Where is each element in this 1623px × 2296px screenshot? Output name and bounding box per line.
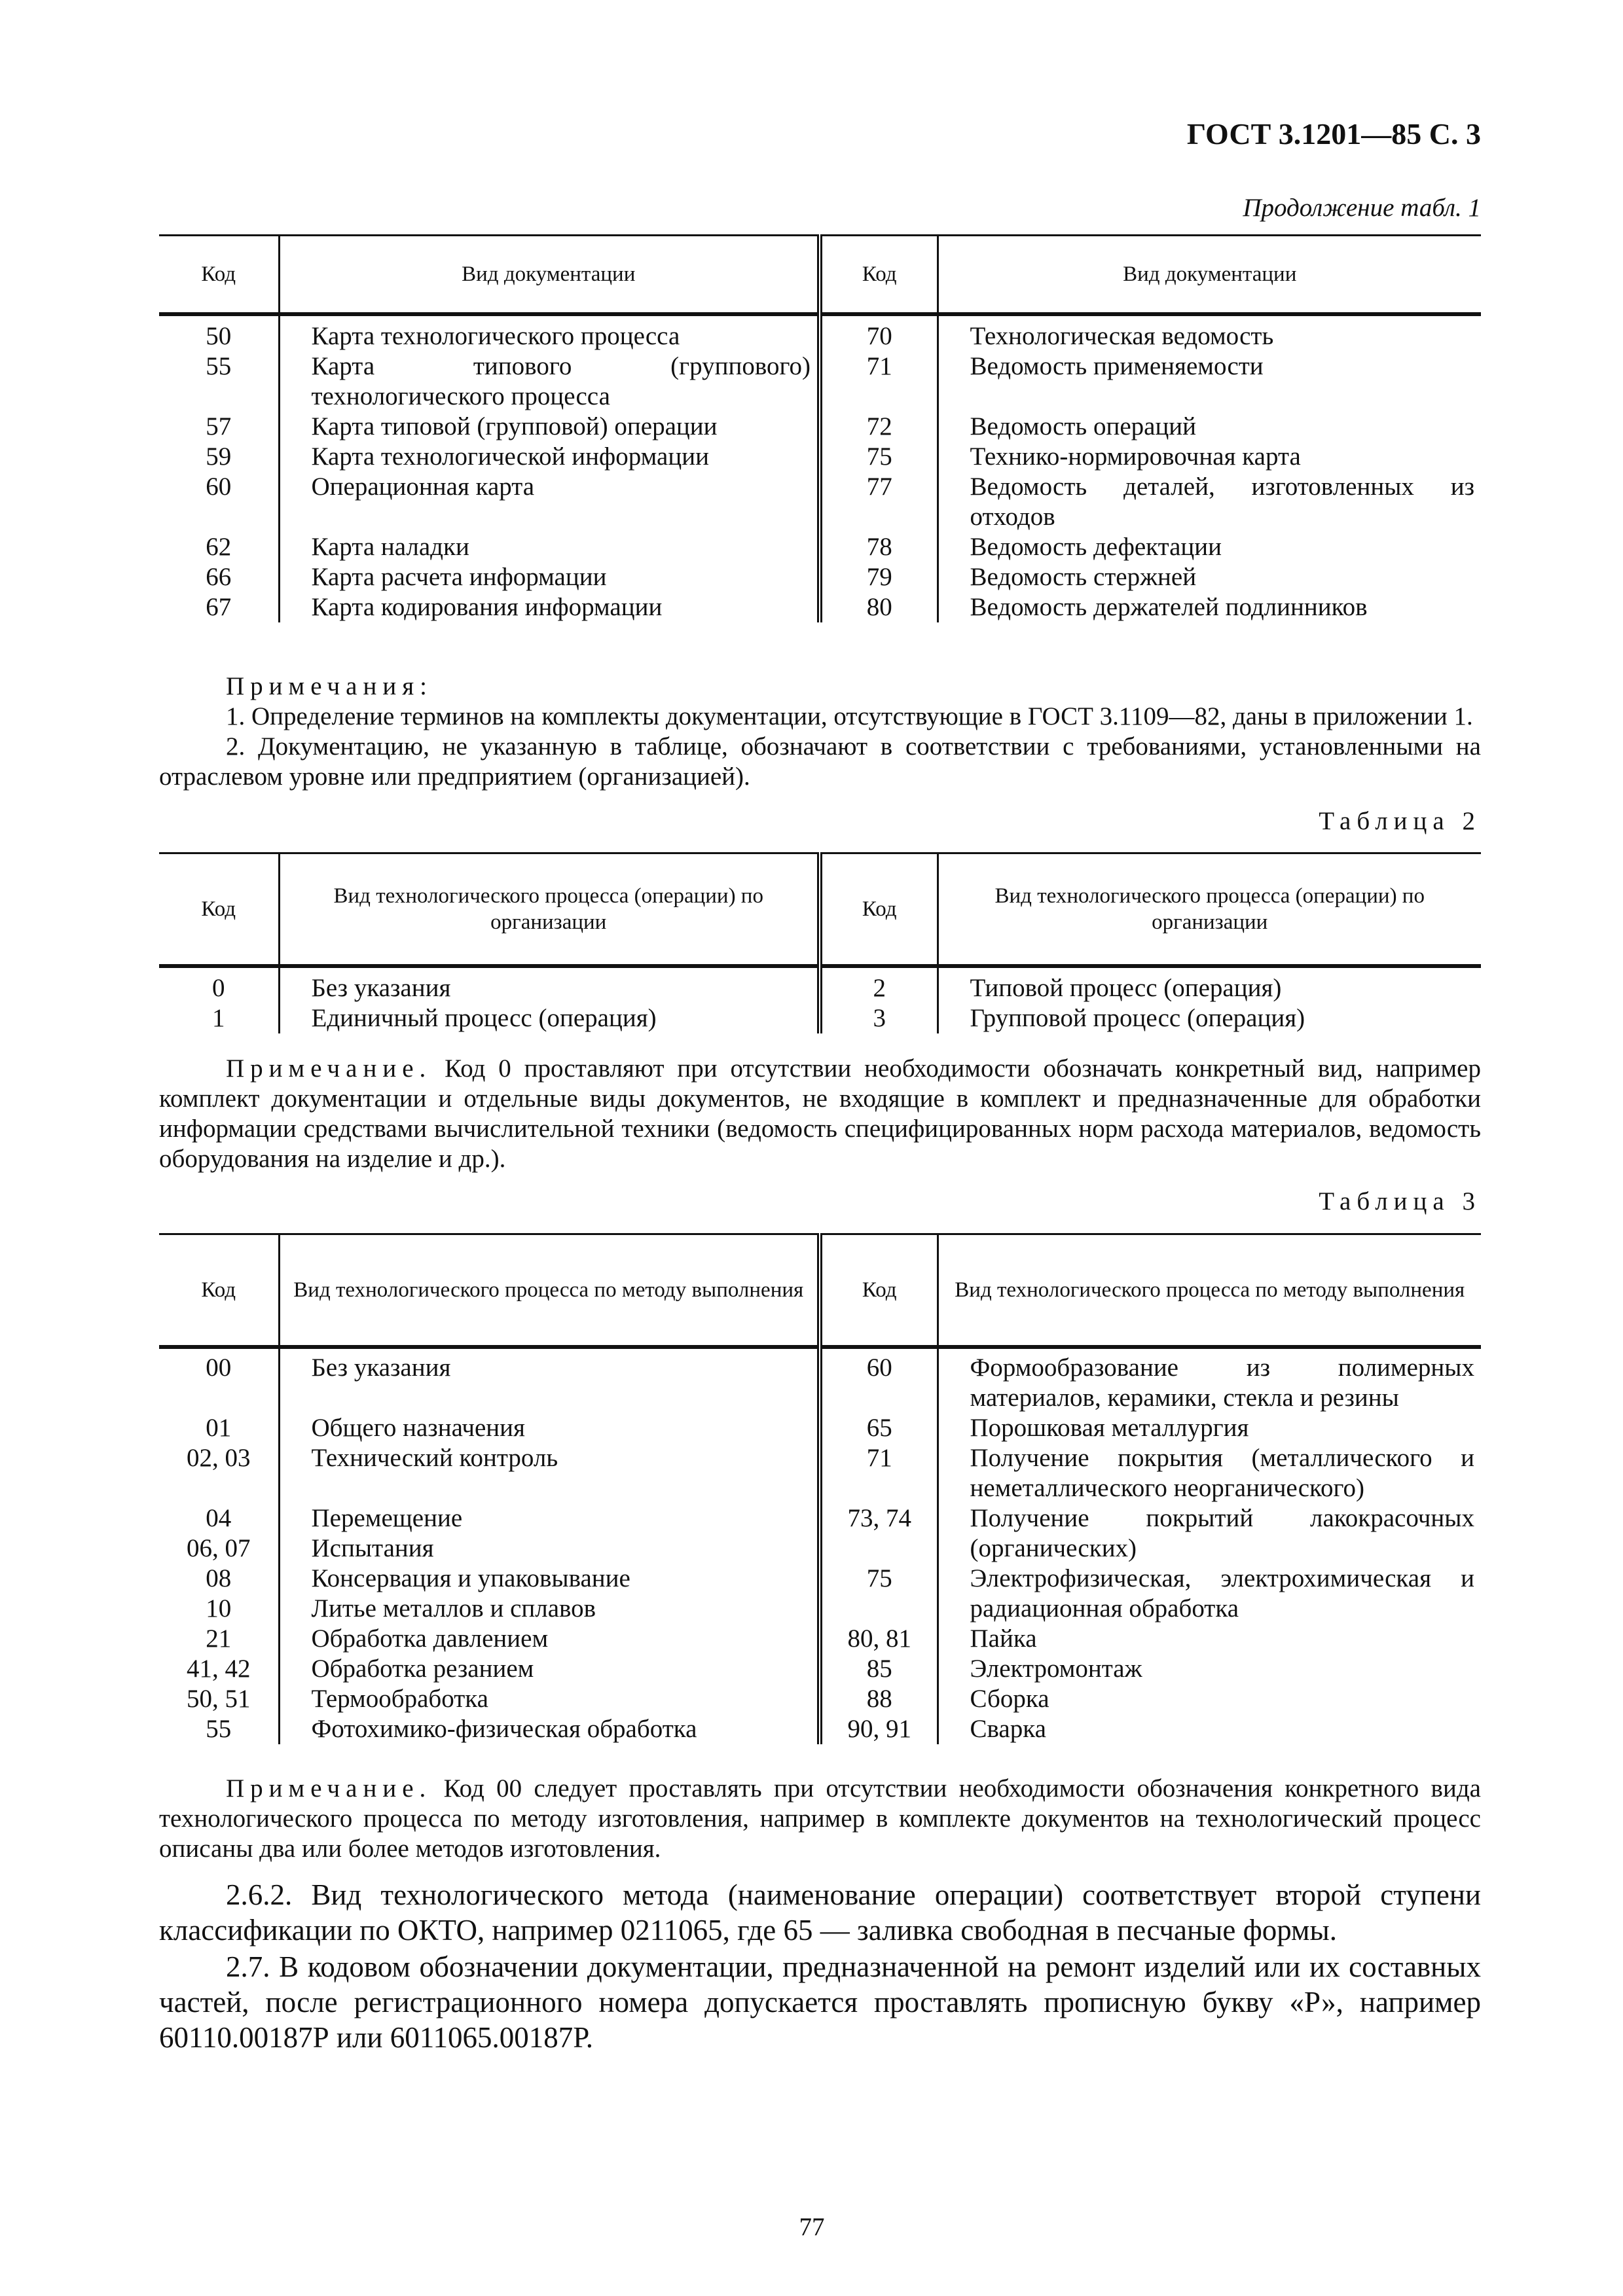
kind-cell: Карта типового (группового) технологического процесса [279, 351, 820, 412]
kind-cell: Технологическая ведомость [938, 314, 1481, 351]
kind-cell: Типовой процесс (операция) [938, 966, 1481, 1003]
code-cell: 01 [206, 1414, 232, 1442]
kind-cell: Общего назначения [279, 1413, 820, 1443]
kind-cell: Технико-нормировочная карта [938, 442, 1481, 472]
code-cell: 80 [820, 592, 938, 622]
kind-cell: Термообработка [279, 1684, 820, 1714]
code-cell: 72 [820, 412, 938, 442]
kind-cell: Формообразование из полимерных материалов, керамики, стекла и резины [938, 1347, 1481, 1413]
table-row [159, 1624, 1481, 1654]
kind-cell: Обработка резанием [279, 1654, 820, 1684]
code-cell: 85 [820, 1654, 938, 1684]
code-cell: 06, 07 [187, 1534, 251, 1562]
code-cell: 2 [820, 966, 938, 1003]
table-row [159, 532, 1481, 562]
code-cell: 0 [212, 974, 225, 1002]
paragraph-2-6-2: 2.6.2. Вид технологического метода (наименование операции) соответствует второй ступени классификации по ОКТО, например 0211065, где 65 — заливка свободная в песчаные формы. [159, 1878, 1481, 1946]
table-row [159, 1714, 1481, 1744]
code-cell: 66 [206, 563, 232, 591]
column-header-kind: Вид технологического процесса (операции) по организации [938, 853, 1481, 967]
table-3-caption: Таблица 3 [1319, 1187, 1481, 1215]
table-row [159, 1413, 1481, 1443]
column-header-kind: Вид документации [938, 236, 1481, 315]
kind-cell: Ведомость стержней [938, 562, 1481, 592]
table-header-row [159, 853, 1481, 967]
kind-cell: Ведомость дефектации [938, 532, 1481, 562]
table-row [159, 1564, 1481, 1594]
code-cell: 55 [206, 352, 232, 380]
code-cell: 10 [206, 1594, 232, 1623]
notes-label: Примечания: [226, 672, 433, 700]
code-cell: 78 [820, 532, 938, 562]
code-cell: 65 [820, 1413, 938, 1443]
table-1 [159, 234, 1481, 622]
table-row [159, 314, 1481, 351]
code-cell: 60 [820, 1347, 938, 1413]
code-cell: 73, 74 [820, 1503, 938, 1564]
table-row [159, 1503, 1481, 1534]
code-cell: 71 [820, 1443, 938, 1503]
code-cell: 88 [820, 1684, 938, 1714]
kind-cell: Порошковая металлургия [938, 1413, 1481, 1443]
kind-cell: Литье металлов и сплавов [279, 1594, 820, 1624]
table-row [159, 1443, 1481, 1503]
table-2 [159, 852, 1481, 1033]
kind-cell: Электрофизическая, электрохимическая и радиационная обработка [938, 1564, 1481, 1624]
code-cell: 70 [820, 314, 938, 351]
kind-cell: Групповой процесс (операция) [938, 1003, 1481, 1033]
kind-cell: Получение покрытия (металлического и неметаллического неорганического) [938, 1443, 1481, 1503]
column-header-code: Код [159, 1234, 279, 1348]
note-item: 2. Документацию, не указанную в таблице, обозначают в соответствии с требованиями, установленными на отраслевом уровне или предприятием (организацией). [159, 732, 1481, 791]
table-row [159, 351, 1481, 412]
column-header-code: Код [820, 236, 938, 315]
code-cell: 00 [206, 1354, 232, 1382]
table-3-note [159, 1774, 1481, 1864]
code-cell: 21 [206, 1624, 232, 1653]
kind-cell: Карта расчета информации [279, 562, 820, 592]
kind-cell: Операционная карта [279, 472, 820, 532]
code-cell: 08 [206, 1564, 232, 1592]
code-cell: 60 [206, 473, 232, 501]
code-cell: 55 [206, 1715, 232, 1743]
note-text: Код 00 следует проставлять при отсутствии необходимости обозначения конкретного вида технологического процесса по методу изготовления, например в комплекте документов на технологический процесс описаны два или более методов изготовления. [159, 1774, 1481, 1863]
table-row [159, 1654, 1481, 1684]
table-row [159, 1684, 1481, 1714]
kind-cell: Ведомость применяемости [938, 351, 1481, 412]
code-cell: 59 [206, 442, 232, 471]
code-cell: 3 [820, 1003, 938, 1033]
table-2-caption: Таблица 2 [1319, 807, 1481, 835]
note-label: Примечание. [226, 1054, 432, 1083]
table-3 [159, 1233, 1481, 1744]
table-header-row [159, 1234, 1481, 1348]
code-cell: 1 [212, 1004, 225, 1032]
kind-cell: Электромонтаж [938, 1654, 1481, 1684]
kind-cell: Сварка [938, 1714, 1481, 1744]
kind-cell: Фотохимико-физическая обработка [279, 1714, 820, 1744]
kind-cell: Карта наладки [279, 532, 820, 562]
table-row [159, 592, 1481, 622]
code-cell: 75 [820, 442, 938, 472]
note-item: 1. Определение терминов на комплекты документации, отсутствующие в ГОСТ 3.1109—82, даны в приложении 1. [226, 702, 1473, 730]
table-row [159, 1347, 1481, 1413]
table-continuation-caption: Продолжение табл. 1 [1243, 194, 1481, 222]
kind-cell: Ведомость деталей, изготовленных из отходов [938, 472, 1481, 532]
table-row [159, 472, 1481, 532]
paragraph-2-7: 2.7. В кодовом обозначении документации, предназначенной на ремонт изделий или их составных частей, после регистрационного номера допускается проставлять прописную букву «Р», например 60110.00187Р или 6011065.00187Р. [159, 1950, 1481, 2054]
code-cell: 04 [206, 1504, 232, 1532]
code-cell: 50, 51 [187, 1685, 251, 1713]
column-header-code: Код [820, 1234, 938, 1348]
column-header-kind: Вид технологического процесса по методу выполнения [279, 1234, 820, 1348]
code-cell: 80, 81 [820, 1624, 938, 1654]
kind-cell: Единичный процесс (операция) [279, 1003, 820, 1033]
code-cell: 41, 42 [187, 1655, 251, 1683]
kind-cell: Карта кодирования информации [279, 592, 820, 622]
note-label: Примечание. [226, 1774, 432, 1803]
kind-cell: Перемещение [279, 1503, 820, 1534]
kind-cell: Пайка [938, 1624, 1481, 1654]
code-cell: 62 [206, 533, 232, 561]
column-header-kind: Вид технологического процесса по методу выполнения [938, 1234, 1481, 1348]
table-header-row [159, 236, 1481, 315]
kind-cell: Получение покрытий лакокрасочных (органических) [938, 1503, 1481, 1564]
page-number: 77 [799, 2213, 825, 2241]
kind-cell: Ведомость держателей подлинников [938, 592, 1481, 622]
code-cell: 02, 03 [187, 1444, 251, 1472]
code-cell: 79 [820, 562, 938, 592]
code-cell: 90, 91 [820, 1714, 938, 1744]
table-row [159, 442, 1481, 472]
kind-cell: Без указания [279, 1347, 820, 1413]
column-header-kind: Вид документации [279, 236, 820, 315]
kind-cell: Сборка [938, 1684, 1481, 1714]
column-header-code: Код [159, 236, 279, 315]
column-header-code: Код [159, 853, 279, 967]
kind-cell: Карта технологического процесса [279, 314, 820, 351]
kind-cell: Консервация и упаковывание [279, 1564, 820, 1594]
code-cell: 67 [206, 593, 232, 621]
table-2-note [159, 1054, 1481, 1174]
code-cell: 77 [820, 472, 938, 532]
standard-header: ГОСТ 3.1201—85 С. 3 [1186, 117, 1481, 151]
code-cell: 57 [206, 412, 232, 440]
column-header-code: Код [820, 853, 938, 967]
table-row [159, 562, 1481, 592]
kind-cell: Испытания [279, 1534, 820, 1564]
kind-cell: Карта технологической информации [279, 442, 820, 472]
kind-cell: Без указания [279, 966, 820, 1003]
kind-cell: Технический контроль [279, 1443, 820, 1503]
table-row [159, 412, 1481, 442]
kind-cell: Обработка давлением [279, 1624, 820, 1654]
code-cell: 71 [820, 351, 938, 412]
kind-cell: Карта типовой (групповой) операции [279, 412, 820, 442]
note-text: Код 0 проставляют при отсутствии необходимости обозначать конкретный вид, например комплект документации и отдельные виды документов, не входящие в комплект и предназначенные для обработки информации средствами вычислительной техники (ведомость специфицированных норм расхода материалов, ведомость оборудования на изделие и др.). [159, 1054, 1481, 1173]
table-row [159, 966, 1481, 1003]
kind-cell: Ведомость операций [938, 412, 1481, 442]
code-cell: 75 [820, 1564, 938, 1624]
column-header-kind: Вид технологического процесса (операции) по организации [279, 853, 820, 967]
code-cell: 50 [206, 322, 232, 350]
notes-block [159, 672, 1481, 792]
table-row [159, 1003, 1481, 1033]
